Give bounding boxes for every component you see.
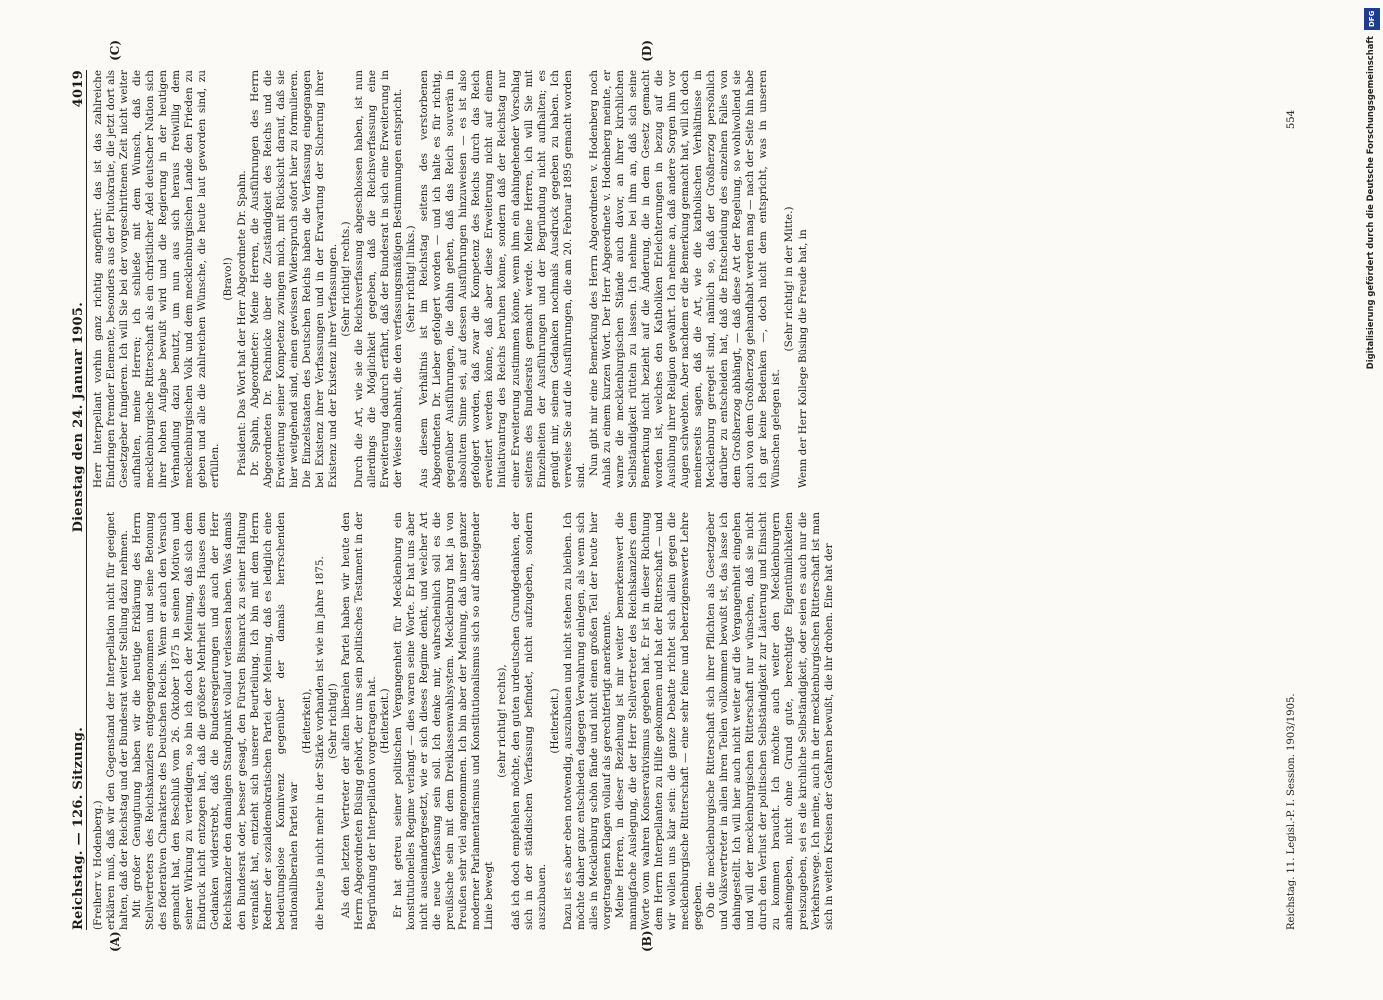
margin-marker-b: (B)	[640, 930, 654, 952]
interjection: (Sehr richtig! links.)	[405, 225, 418, 333]
right-column	[92, 70, 1282, 488]
interjection: (Bravo!)	[222, 257, 235, 301]
interjection: (Heiterkeit.)	[548, 688, 561, 754]
paragraph: Wenn der Herr Kollege Büsing die Freude hat, in	[796, 229, 809, 488]
text-columns	[92, 70, 1282, 930]
paragraph: Mit großer Genugtuung haben wir die heutige Erklärung des Herrn Stellvertreters des Reichskanzlers entgegengenommen und seine Betonung des föderativen Charakters des Deutschen Reichs. Wenn er auch den Versuch gemacht hat, den Beschluß vom 26. Oktober 1875 in seinen Motiven und seiner Wirkung zu verteidigen, so bin ich doch der Meinung, daß sich dem Eindruck nicht entzogen hat, daß die größere Mehrheit dieses Hauses dem Gedanken widerstrebt, daß die Bundesregierungen und auch der Herr Reichskanzler den damaligen Standpunkt vollauf verlassen haben. Was damals den Bundesrat oder, besser gesagt, den Fürsten Bismarck zu seiner Haltung veranlaßt hat, entzieht sich unserer Beurteilung. Ich bin mit dem Herrn Redner der sozialdemokratischen Partei der Meinung, daß es lediglich eine bedeutungslose Konnivenz gegenüber der damals herrschenden nationalliberalen Partei war	[131, 512, 300, 930]
header-date: Dienstag den 24. Januar 1905.	[71, 301, 86, 533]
left-column	[92, 512, 1282, 930]
header-page-number: 4019	[71, 70, 86, 108]
speaker-paragraph: Dr. Spahn, Abgeordneter: Meine Herren, die Ausführungen des Herrn Abgeordneten Dr. Pachnicke über die Zuständigkeit des Reichs und die Erweiterung seiner Kompetenz zwingen mich, mit Rücksicht darauf, daß sie hier weitgehend sind, einen gewissen Widerspruch sofort hier zu formulieren. Die Einzelstaaten des Deutschen Reichs haben die Verfassung eingegangen bei Existenz ihrer Verfassungen und in der Erwartung der Sicherung ihrer Existenz und der Existenz ihrer Verfassungen.	[248, 70, 339, 488]
footer-legislature: Reichstag. 11. Legisl.-P. I. Session. 1903/1905.	[1285, 693, 1297, 930]
interjection: (Heiterkeit.)	[379, 688, 392, 754]
footer-sheet-number: 554	[1285, 110, 1297, 130]
margin-marker-c: (C)	[108, 40, 122, 61]
interjection: (Heiterkeit),	[300, 688, 313, 754]
digitization-credit	[1361, 0, 1383, 1000]
header-session: Reichstag. — 126. Sitzung.	[71, 726, 86, 930]
interjection: (sehr richtig! rechts),	[496, 664, 509, 778]
paragraph: Dazu ist es aber eben notwendig, auszubauen und nicht stehen zu bleiben. Ich möchte daher ganz entschieden dagegen Verwahrung einlegen, als wenn sich alles in Mecklenburg schön fände und nicht einen großen Teil der heute hier vorgetragenen Klagen vollauf als gerechtfertigt anerkennte.	[561, 512, 613, 930]
paragraph: erklären muß, daß wir den Gegenstand der Interpellation nicht für geeignet halten, daß der Reichstag und der Bundesrat weiter Stellung dazu nehmen.	[105, 512, 131, 930]
margin-marker-a: (A)	[108, 931, 122, 952]
page-footer	[1284, 70, 1298, 930]
paragraph: Aus diesem Verhältnis ist im Reichstag seitens des verstorbenen Abgeordneten Dr. Lieber gefolgert worden — und ich halte es für richtig, gegenüber Ausführungen, die dahin gehen, daß das Reich souverän in absolutem Sinne sei, auf dessen Ausführungen hinzuweisen — es ist also gefolgert worden, daß zwar die Kompetenz des Reichs durch das Reich erweitert werden könne, daß aber diese Erweiterung nicht auf einem Initiativantrag des Reichs beruhen könne, sondern daß der Reichstag nur einer Erweiterung zustimmen könne, wenn ihm ein dahingehender Vorschlag seitens des Bundesrats gemacht werde. Meine Herren, ich will Sie mit Einzelheiten der Ausführungen und der Begründung nicht aufhalten; es genügt mir, seinem Gedanken nochmals Ausdruck gegeben zu haben. Ich verweise Sie auf die Ausführungen, die am 20. Februar 1895 gemacht worden sind.	[418, 70, 587, 488]
interjection: (Sehr richtig! rechts.)	[339, 221, 352, 337]
credit-text: Digitalisierung gefördert durch die Deutsche Forschungsgemeinschaft	[1365, 36, 1375, 370]
interjection: (Sehr richtig! in der Mitte.)	[783, 206, 796, 352]
paragraph: Ob die mecklenburgische Ritterschaft sich ihrer Pflichten als Gesetzgeber und Volksvertreter in allen ihren Teilen vollkommen bewußt ist, das lasse ich dahingestellt. Ich will hier auch nicht weiter auf die Vergangenheit eingehen und will der mecklenburgischen Ritterschaft nur wünschen, daß sie nicht durch den Verlust der politischen Selbständigkeit zur Läuterung und Einsicht zu kommen braucht. Ich möchte auch weiter den Mecklenburgern anheimgeben, nicht ohne Grund gute, berechtigte Eigentümlichkeiten preiszugeben, sei es die kirchliche Selbständigkeit, oder seien es auch nur die Verkehrswege. Ich meine, auch in der mecklenburgischen Ritterschaft ist man sich in weiten Kreisen der Gefahren bewußt, die ihr drohen. Eine hat der	[705, 512, 835, 930]
paragraph: Er hat getreu seiner politischen Vergangenheit für Mecklenburg ein konstitutionelles Regime verlangt — dies waren seine Worte. Er hat uns aber nicht auseinandergesetzt, wie er sich dieses Regime denkt, und welcher Art die neue Verfassung sein soll. Ich denke mir, wahrscheinlich soll es die preußische sein mit dem Dreiklassenwahlsystem. Mecklenburg hat ja von Preußen sehr viel angenommen. Ich bin aber der Meinung, daß unser ganzer moderner Parlamentarismus und Konstitutionalismus sich so auf absteigender Linie bewegt	[392, 512, 496, 930]
paragraph: Herr Interpellant vorhin ganz richtig angeführt: das ist das zahlreiche Eindringen fremder Elemente, besonders aus der Plutokratie, die jetzt dort als Gesetzgeber fungieren. Ich will Sie bei der vorgeschrittenen Zeit nicht weiter aufhalten, meine Herren; ich schließe mit dem Wunsch, daß die mecklenburgische Ritterschaft als ein christlicher Adel deutscher Nation sich ihrer hohen Aufgabe bewußt wird und die Regierung in der heutigen Verhandlung dazu benutzt, um nun aus sich heraus freiwillig dem mecklenburgischen Volk und dem mecklenburgischen Lande den Frieden zu geben und alle die zahlreichen Wünsche, die heute laut geworden sind, zu erfüllen.	[92, 70, 222, 488]
dfg-logo-icon: DFG	[1364, 8, 1380, 30]
speaker-line: (Freiherr v. Hodenberg.)	[92, 800, 104, 930]
president-line: Präsident: Das Wort hat der Herr Abgeordnete Dr. Spahn.	[235, 170, 248, 476]
paragraph: die heute ja nicht mehr in der Stärke vorhanden ist wie im Jahre 1875.	[313, 556, 326, 930]
paragraph: daß ich doch empfehlen möchte, den guten urdeutschen Grundgedanken, der sich in der ständischen Verfassung befindet, nicht aufzugeben, sondern auszubauen.	[509, 512, 548, 930]
interjection: (Sehr richtig!)	[326, 683, 339, 759]
paragraph: Durch die Art, wie sie die Reichsverfassung abgeschlossen haben, ist nun allerdings die Möglichkeit gegeben, daß die Reichsverfassung eine Erweiterung dadurch erfährt, daß der Bundesrat in sich eine Erweiterung in der Weise anbahnt, die den verfassungsmäßigen Bestimmungen entspricht.	[352, 70, 405, 488]
paragraph: Als den letzten Vertreter der alten liberalen Partei haben wir heute den Herrn Abgeordneten Büsing gehört, der uns sein politisches Testament in der Begründung der Interpellation vorgetragen hat.	[339, 512, 378, 930]
margin-marker-d: (D)	[640, 40, 654, 62]
page-header	[62, 70, 87, 930]
paragraph: Nun gibt mir eine Bemerkung des Herrn Abgeordneten v. Hodenberg noch Anlaß zu einem kurzen Wort. Der Herr Abgeordnete v. Hodenberg meinte, er warne die mecklenburgischen Stände auch davor, an ihrer kirchlichen Selbständigkeit rütteln zu lassen. Ich nehme bei ihm an, daß sich seine Bemerkung nicht bezieht auf die Änderung, die in dem Gesetz gemacht worden ist, welches den Katholiken Erleichterungen in bezug auf die Ausübung ihrer Religion gewährt. Ich nehme an, daß andere Sorgen ihm vor Augen schwebten. Aber nachdem er die Bemerkung gemacht hat, will ich doch meinerseits sagen, daß die Art, wie die katholischen Verhältnisse in Mecklenburg geregelt sind, nämlich so, daß der Großherzog persönlich darüber zu entscheiden hat, daß die Entscheidung des einzelnen Falles von dem Großherzog abhängt, — daß diese Art der Regelung, so wohlwollend sie auch von dem Großherzog gehandhabt werden mag — nach der Seite hin habe ich gar keine Bedenken —, doch nicht dem entspricht, was in unseren Wünschen gelegen ist.	[587, 70, 783, 488]
paragraph: Meine Herren, in dieser Beziehung ist mir weiter bemerkenswert die mannigfache Auslegung, die der Herr Stellvertreter des Reichskanzlers dem Worte vom wahren Konservativismus gegeben hat. Er ist in dieser Richtung dem Herrn Interpellanten zu Hilfe gekommen und hat der Ritterschaft — und wir wollen uns klar sein: die ganze Debatte richtet sich allein gegen die mecklenburgische Ritterschaft — eine sehr feine und beherzigenswerte Lehre gegeben.	[613, 512, 705, 930]
